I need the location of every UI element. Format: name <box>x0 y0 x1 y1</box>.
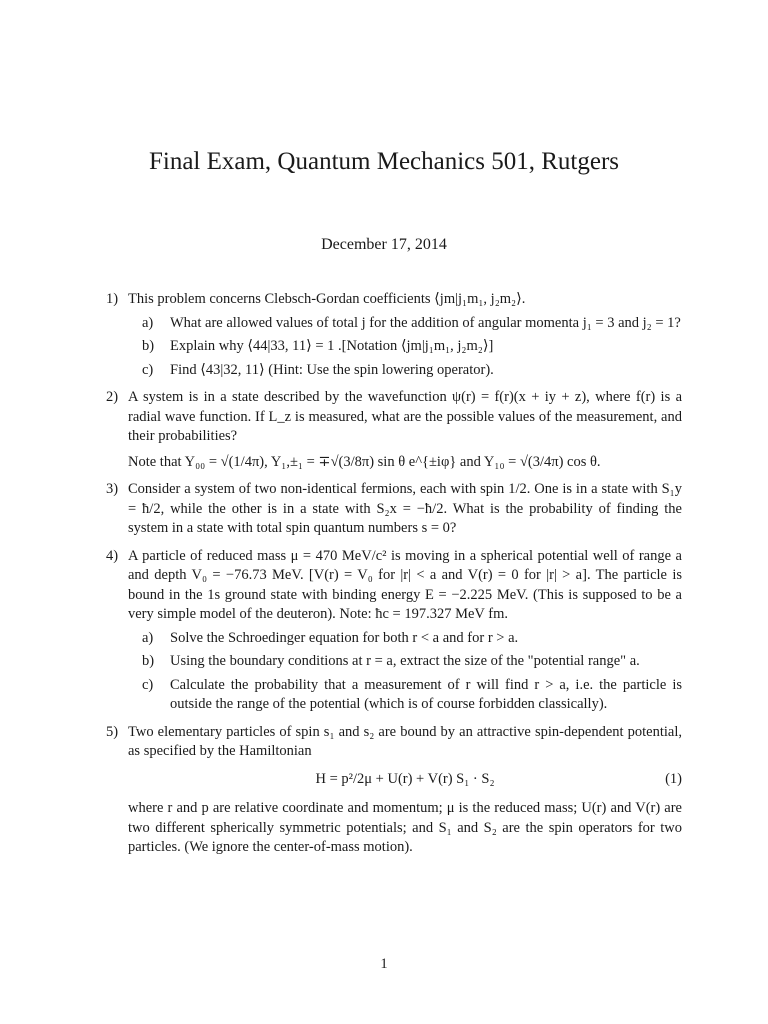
problem-number: 1) <box>106 291 119 307</box>
problem-4 <box>106 547 682 715</box>
problem-part <box>142 361 682 381</box>
part-label: c) <box>142 676 154 693</box>
problem-text: A system is in a state described by the wavefunction ψ(r) = f(r)(x + iy + z), where f(r) is a radial wave function. If L_z is measured, what are the possible values of the measurement, and their probabilities? <box>128 389 682 444</box>
part-label: c) <box>142 361 154 378</box>
page-number: 1 <box>380 956 388 972</box>
problem-number: 3) <box>106 481 119 497</box>
equation-text: H = p²/2μ + U(r) + V(r) S₁ · S₂ <box>315 770 495 787</box>
part-text: Solve the Schroedinger equation for both r < a and for r > a. <box>170 629 519 646</box>
page-title: Final Exam, Quantum Mechanics 501, Rutgers <box>148 148 620 175</box>
problem-number: 5) <box>106 723 119 740</box>
problem-part <box>142 652 682 672</box>
problem-text: A particle of reduced mass μ = 470 MeV/c² is moving in a spherical potential well of range a and depth V₀ = −76.73 MeV. [V(r) = V₀ for |r| < a and V(r) = 0 for |r| > a]. The particle is bound in the 1s ground state with binding energy E = −2.225 MeV. (This is supposed to be a very simple model of the deuteron). Note: ħc = 197.327 MeV fm. <box>128 547 682 622</box>
part-text: Calculate the probability that a measurement of r will find r > a, i.e. the particle is outside the range of the potential (which is of course forbidden classically). <box>170 676 682 712</box>
problem-text: Consider a system of two non-identical fermions, each with spin 1/2. One is in a state with S₁y = ħ/2, while the other is in a state with S₂x = −ħ/2. What is the probability of finding the system in a state with total spin quantum numbers s = 0? <box>128 481 682 536</box>
problem-2 <box>106 388 682 472</box>
problem-number: 2) <box>106 389 119 405</box>
problem-part <box>142 314 682 334</box>
part-text: Explain why ⟨44|33, 11⟩ = 1 .[Notation ⟨jm|j₁m₁, j₂m₂⟩] <box>170 338 494 354</box>
problem-number: 4) <box>106 547 119 564</box>
part-label: b) <box>142 653 155 669</box>
part-text: Find ⟨43|32, 11⟩ (Hint: Use the spin lowering operator). <box>170 361 494 378</box>
exam-date: December 17, 2014 <box>321 236 447 253</box>
problem-note: Note that Y₀₀ = √(1/4π), Y₁,±₁ = ∓√(3/8π) sin θ e^{±iφ} and Y₁₀ = √(3/4π) cos θ. <box>128 453 601 470</box>
problem-5 <box>106 723 682 858</box>
problem-text: This problem concerns Clebsch-Gordan coefficients ⟨jm|j₁m₁, j₂m₂⟩. <box>128 291 526 307</box>
problem-3 <box>106 480 682 539</box>
part-label: a) <box>142 629 154 646</box>
part-label: a) <box>142 314 154 331</box>
part-text: What are allowed values of total j for the addition of angular momenta j₁ = 3 and j₂ = 1? <box>170 314 681 331</box>
problem-text: Two elementary particles of spin s₁ and s₂ are bound by an attractive spin-dependent potential, as specified by the Hamiltonian <box>128 723 682 759</box>
problem-part <box>142 676 682 715</box>
hamiltonian-equation <box>128 770 682 790</box>
problem-list <box>106 290 682 866</box>
problem-1 <box>106 290 682 380</box>
problem-part <box>142 629 682 649</box>
equation-number: (1) <box>665 770 682 787</box>
problem-part <box>142 337 682 357</box>
problem-text-continued: where r and p are relative coordinate and momentum; μ is the reduced mass; U(r) and V(r) are two different spherically symmetric potentials; and S₁ and S₂ are the spin operators for two particles. (We ignore the center-of-mass motion). <box>128 800 682 855</box>
part-label: b) <box>142 338 155 354</box>
part-text: Using the boundary conditions at r = a, extract the size of the "potential range" a. <box>170 653 640 669</box>
